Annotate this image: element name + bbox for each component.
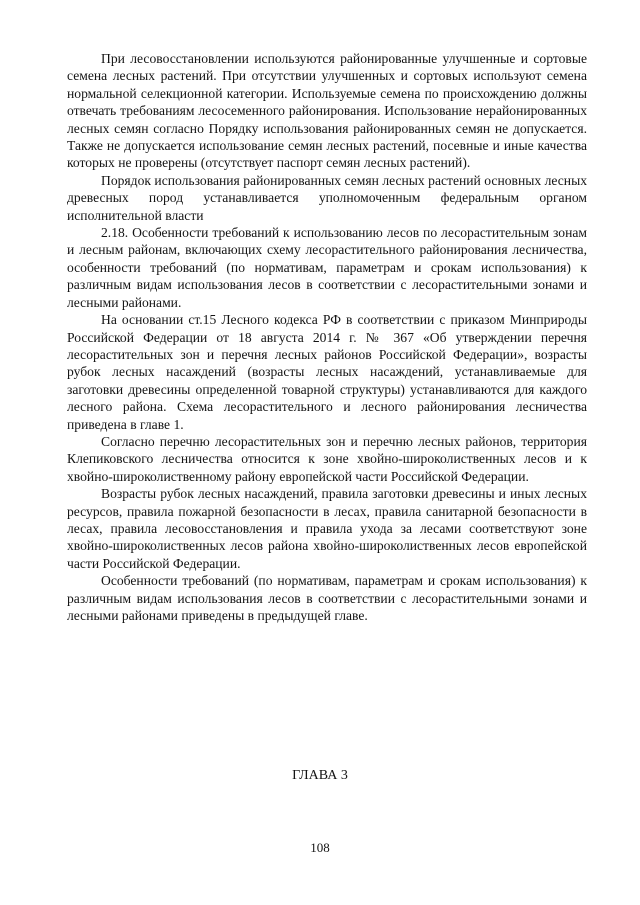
chapter-heading: ГЛАВА 3	[292, 768, 348, 783]
paragraph-zone-assignment: Согласно перечню лесорастительных зон и перечню лесных районов, территория Клепиковского лесничества относится к зоне хвойно-широколиственных лесов и к хвойно-широколиственному району европейской части Российской Федерации.	[67, 433, 587, 484]
paragraph-legal-basis: На основании ст.15 Лесного кодекса РФ в соответствии с приказом Минприроды Российской Федерации от 18 августа 2014 г. № 367 «Об утверждении перечня лесорастительных зон и перечня лесных районов Российской Федерации», возрасты рубок лесных насаждений (возрасты лесных насаждений, устанавливаемые для заготовки древесины определенной товарной структуры) устанавливаются для каждого лесного района. Схема лесорастительного и лесного районирования лесничества приведена в главе 1.	[67, 312, 587, 432]
paragraph-section-2-18: 2.18. Особенности требований к использованию лесов по лесорастительным зонам и лесным районам, включающих схему лесорастительного районирования лесничества, особенности требований (по нормативам, параметрам и срокам использования) к различным видам использования лесов в соответствии с лесорастительными зонами и лесными районами.	[67, 225, 587, 310]
paragraph-felling-rules: Возрасты рубок лесных насаждений, правила заготовки древесины и иных лесных ресурсов, правила пожарной безопасности в лесах, правила санитарной безопасности в лесах, правила лесовосстановления и правила ухода за лесами соответствуют зоне хвойно-широколиственных лесов района хвойно-широколиственных лесов европейской части Российской Федерации.	[67, 486, 587, 571]
page-number: 108	[310, 840, 330, 855]
paragraph-requirements-reference: Особенности требований (по нормативам, параметрам и срокам использования) к различным видам использования лесов в соответствии с лесорастительными зонами и лесными районами приведены в предыдущей главе.	[67, 573, 587, 623]
body-text	[67, 50, 587, 624]
paragraph-seed-use: При лесовосстановлении используются районированные улучшенные и сортовые семена лесных растений. При отсутствии улучшенных и сортовых используют семена нормальной селекционной категории. Используемые семена по происхождению должны отвечать требованиям лесосеменного районирования. Использование нерайонированных лесных семян согласно Порядку использования районированных семян не допускается. Также не допускается использование семян лесных растений, посевные и иные качества которых не проверены (отсутствует паспорт семян лесных растений).	[67, 51, 587, 171]
paragraph-seed-procedure: Порядок использования районированных семян лесных растений основных лесных древесных пород устанавливается уполномоченным федеральным органом исполнительной власти	[67, 172, 587, 223]
